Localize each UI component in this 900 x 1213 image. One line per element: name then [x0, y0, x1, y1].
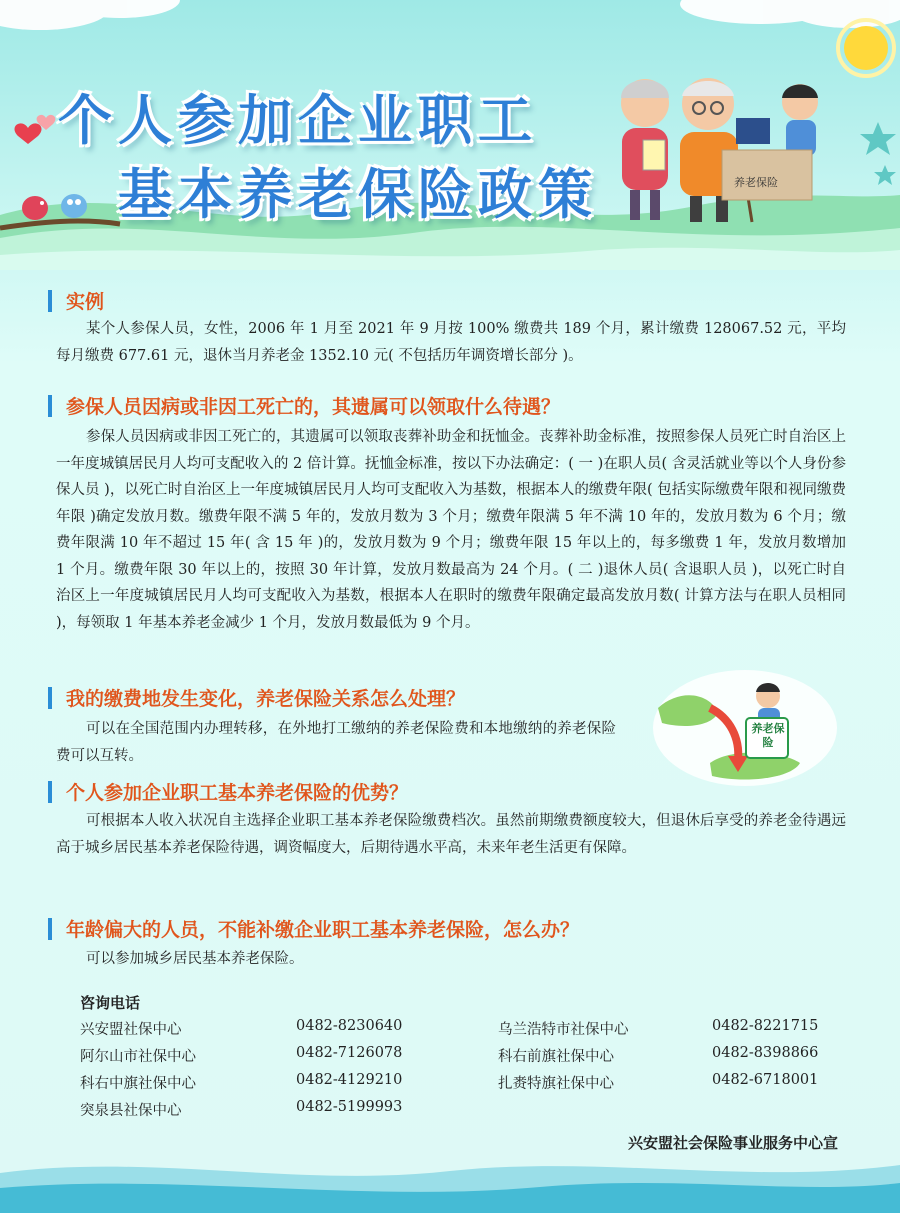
section-heading-death-benefits — [48, 392, 560, 419]
contact-phone: 0482-8221715 — [712, 1018, 819, 1034]
contact-phone: 0482-8398866 — [712, 1045, 819, 1061]
heading-text: 实例 — [66, 291, 105, 313]
heading-bar — [48, 290, 52, 312]
heading-bar — [48, 918, 52, 940]
bottom-wave — [0, 1143, 900, 1213]
contact-name: 兴安盟社保中心 — [80, 1022, 182, 1038]
contact-phone: 0482-7126078 — [296, 1045, 403, 1061]
title-line-2: 基本养老保险政策 — [118, 163, 598, 226]
transfer-illustration — [650, 668, 840, 788]
heading-bar — [48, 687, 52, 709]
title-line-1: 个人参加企业职工 — [58, 89, 538, 152]
heading-text: 个人参加企业职工基本养老保险的优势？ — [66, 782, 409, 804]
heading-bar — [48, 781, 52, 803]
section-body-death-benefits — [56, 424, 846, 636]
section-heading-transfer — [48, 684, 465, 711]
sun-icon — [838, 20, 894, 76]
banner — [0, 0, 900, 270]
contact-phone: 0482-6718001 — [712, 1072, 819, 1088]
paragraph: 某个人参保人员，女性，2006 年 1 月至 2021 年 9 月按 100% 缴费共 189 个月，累计缴费 128067.52 元，平均每月缴费 677.61 元，退休当月养老金 1352.10 元( 不包括历年调资增长部分 )。 — [56, 321, 846, 364]
contact-phone: 0482-4129210 — [296, 1072, 403, 1088]
contact-name: 科右中旗社保中心 — [80, 1076, 196, 1092]
heading-bar — [48, 395, 52, 417]
paragraph: 可以参加城乡居民基本养老保险。 — [86, 951, 304, 967]
contact-name: 扎赉特旗社保中心 — [498, 1076, 614, 1092]
contact-name: 突泉县社保中心 — [80, 1103, 182, 1119]
section-body-advantages — [56, 808, 846, 861]
section-heading-example — [48, 287, 104, 314]
section-body-example — [56, 316, 846, 369]
contact-phone: 0482-8230640 — [296, 1018, 403, 1034]
contact-phone: 0482-5199993 — [296, 1099, 403, 1115]
paragraph: 可根据本人收入状况自主选择企业职工基本养老保险缴费档次。虽然前期缴费额度较大，但退休后享受的养老金待遇远高于城乡居民基本养老保险待遇，调资幅度大，后期待遇水平高，未来年老生活更有保障。 — [56, 813, 846, 856]
heading-text: 我的缴费地发生变化，养老保险关系怎么处理？ — [66, 688, 466, 710]
contact-name: 科右前旗社保中心 — [498, 1049, 614, 1065]
contacts-title: 咨询电话 — [80, 994, 141, 1012]
paragraph: 参保人员因病或非因工死亡的，其遗属可以领取丧葬补助金和抚恤金。丧葬补助金标准，按照参保人员死亡时自治区上一年度城镇居民月人均可支配收入的 2 倍计算。抚恤金标准，按以下办法确定：( 一 )在职人员( 含灵活就业等以个人身份参保人员 )，以死亡时自治区上一年度城镇居民月人均可支配收入为基数，根据本人的缴费年限( 包括实际缴费年限和视同缴费年限 )确定发放月数。缴费年限不满 5 年的，发放月数为 3 个月；缴费年限满 5 年不满 10 年的，发放月数为 6 个月；缴费年限满 10 年不超过 15 年( 含 15 年 )的，发放月数为 9 个月；缴费年限 15 年以上的，每多缴费 1 年，发放月数增加 1 个月。缴费年限 30 年以上的，按照 30 年计算，发放月数最高为 24 个月。( 二 )退休人员( 含退职人员 )，以死亡时自治区上一年度城镇居民月人均可支配收入为基数，根据本人在职时的缴费年限确定最高发放月数( 计算方法与在职人员相同 )，每领取 1 年基本养老金减少 1 个月，发放月数最低为 9 个月。 — [56, 429, 846, 631]
section-body-transfer — [56, 716, 616, 769]
desk-sign: 养老保险 — [734, 176, 778, 189]
heading-text: 年龄偏大的人员，不能补缴企业职工基本养老保险，怎么办？ — [66, 919, 580, 941]
contact-name: 阿尔山市社保中心 — [80, 1049, 196, 1065]
contact-name: 乌兰浩特市社保中心 — [498, 1022, 629, 1038]
card-label: 养老保险 — [751, 722, 785, 749]
section-heading-older-people — [48, 915, 579, 942]
section-body-older-people — [56, 946, 846, 973]
paragraph: 可以在全国范围内办理转移，在外地打工缴纳的养老保险费和本地缴纳的养老保险费可以互转。 — [56, 721, 616, 764]
elderly-couple-illustration — [621, 78, 818, 222]
issuing-organization: 兴安盟社会保险事业服务中心宣 — [627, 1134, 838, 1152]
heading-text: 参保人员因病或非因工死亡的，其遗属可以领取什么待遇？ — [66, 396, 561, 418]
section-heading-advantages — [48, 778, 408, 805]
